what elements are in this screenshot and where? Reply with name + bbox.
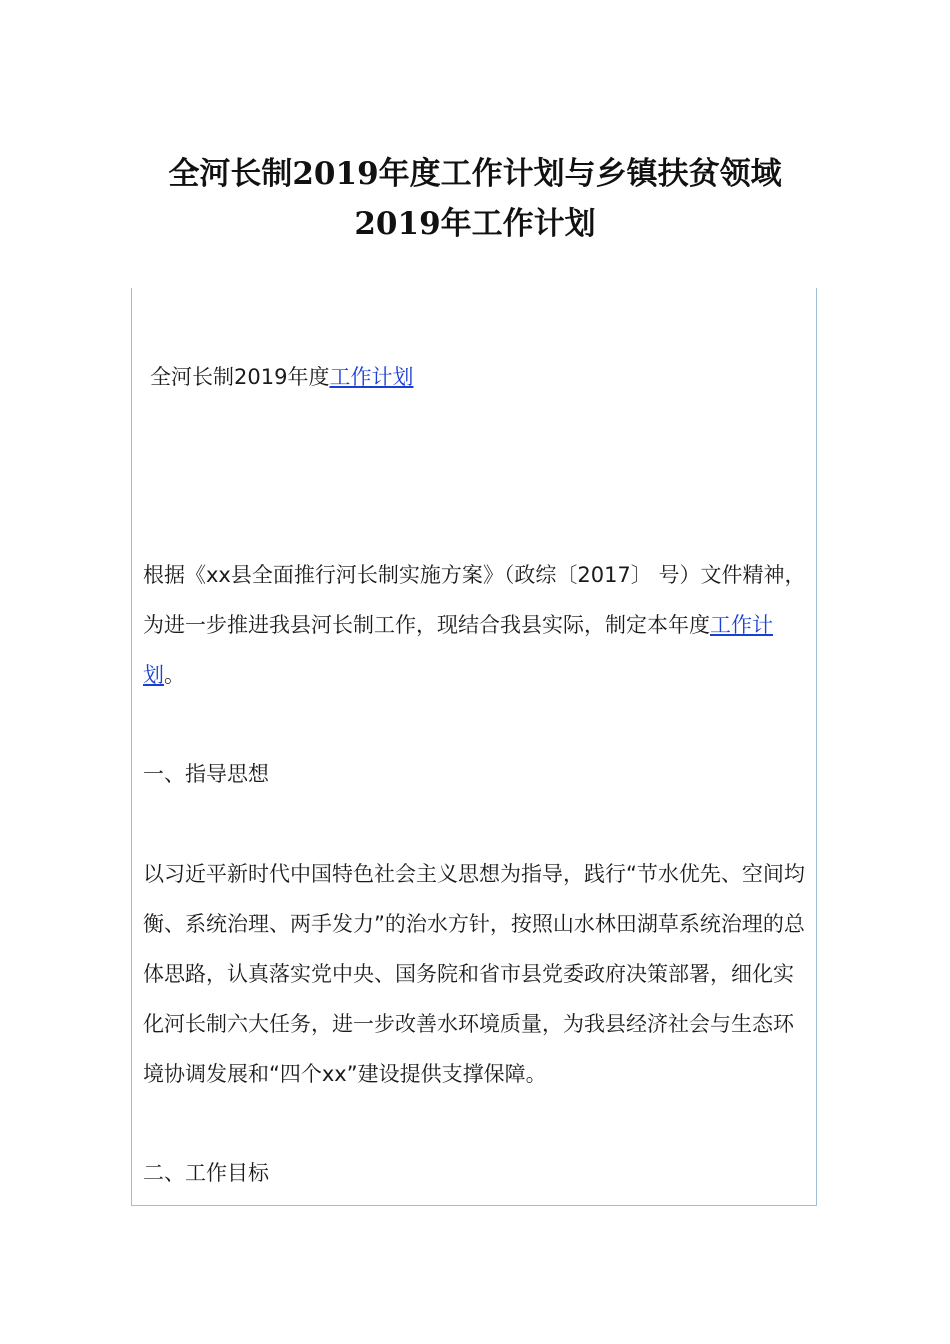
document-title-line-2: 2019年工作计划 <box>354 205 596 242</box>
intro-paragraph-end: 。 <box>164 663 185 687</box>
document-title-line-1: 全河长制2019年度工作计划与乡镇扶贫领域 <box>168 155 782 192</box>
document-title <box>0 149 950 249</box>
subtitle-text: 全河长制2019年度 <box>150 365 330 389</box>
intro-paragraph <box>143 550 808 700</box>
intro-paragraph-text: 根据《xx县全面推行河长制实施方案》（政综〔2017〕 号）文件精神，为进一步推进我县河长制工作，现结合我县实际，制定本年度 <box>143 563 806 637</box>
section-heading-work-goals: 二、工作目标 <box>143 1161 269 1185</box>
subtitle-line <box>150 352 815 402</box>
guiding-ideology-paragraph: 以习近平新时代中国特色社会主义思想为指导，践行“节水优先、空间均衡、系统治理、两手发力”的治水方针，按照山水林田湖草系统治理的总体思路，认真落实党中央、国务院和省市县党委政府决策部署，细化实化河长制六大任务，进一步改善水环境质量，为我县经济社会与生态环境协调发展和“四个xx”建设提供支撑保障。 <box>143 862 805 1086</box>
work-plan-link[interactable]: 工作计划 <box>329 365 414 389</box>
work-plan-inline-link[interactable]: 工作计划 <box>143 613 773 687</box>
section-heading-guiding-ideology: 一、指导思想 <box>143 762 269 786</box>
